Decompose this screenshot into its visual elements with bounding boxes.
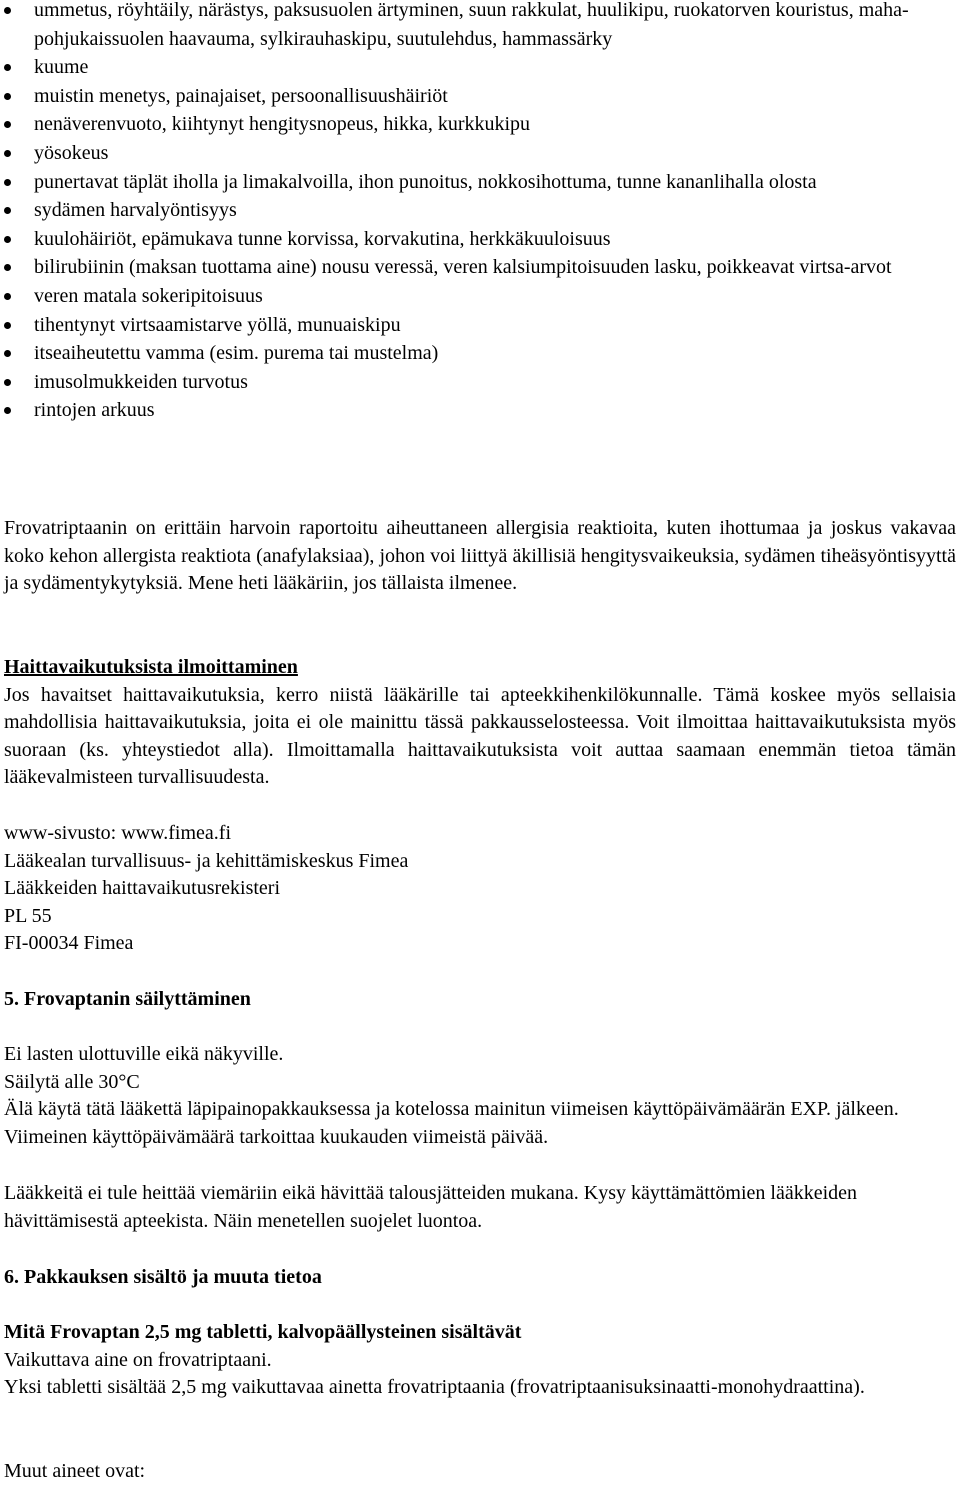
bullet-icon (4, 179, 11, 186)
allergy-paragraph: Frovatriptaanin on erittäin harvoin raportoitu aiheuttaneen allergisia reaktioita, kuten ihottumaa ja joskus vakavaa koko kehon allergista reaktiota (anafylaksiaa), johon voi liittyä äkillisiä hengitysvaikeuksia, sydämen tiheäsyöntisyyttä ja sydämentykytyksiä. Mene heti lääkäriin, jos tällaista ilmenee. (4, 517, 956, 594)
bullet-icon (4, 93, 11, 100)
postal-line: FI-00034 Fimea (4, 932, 134, 954)
bullet-icon (4, 293, 11, 300)
bullet-icon (4, 150, 11, 157)
section5-body (4, 1041, 956, 1151)
website-line[interactable]: www-sivusto: www.fimea.fi (4, 822, 232, 844)
list-item: nenäverenvuoto, kiihtynyt hengitysnopeus, hikka, kurkkukipu (4, 110, 956, 139)
bullet-icon (4, 7, 11, 14)
reporting-section (4, 654, 956, 792)
bullet-icon (4, 236, 11, 243)
list-item: tihentynyt virtsaamistarve yöllä, munuaiskipu (4, 311, 956, 340)
list-item: muistin menetys, painajaiset, persoonallisuushäiriöt (4, 82, 956, 111)
storage-line-2: Säilytä alle 30°C (4, 1070, 140, 1093)
registry-line: Lääkkeiden haittavaikutusrekisteri (4, 877, 281, 899)
list-item: itseaiheutettu vamma (esim. purema tai mustelma) (4, 339, 956, 368)
storage-line-3: Älä käytä tätä lääkettä läpipainopakkauksessa ja kotelossa mainitun viimeisen käyttöpäivämäärän EXP. jälkeen. Viimeinen käyttöpäivämäärä tarkoittaa kuukauden viimeistä päivää. (4, 1098, 899, 1148)
bullet-icon (4, 64, 11, 71)
bullet-icon (4, 322, 11, 329)
bullet-icon (4, 207, 11, 214)
side-effects-list (4, 0, 956, 425)
active-ingredient-line: Vaikuttava aine on frovatriptaani. (4, 1348, 272, 1371)
disposal-paragraph: Lääkkeitä ei tule heittää viemäriin eikä hävittää talousjätteiden mukana. Kysy käyttämättömien lääkkeiden hävittämisestä apteekista. Näin menetellen suojelet luontoa. (4, 1182, 858, 1232)
list-item: sydämen harvalyöntisyys (4, 196, 956, 225)
list-item: punertavat täplät iholla ja limakalvoilla, ihon punoitus, nokkosihottuma, tunne kananlihalla olosta (4, 168, 956, 197)
reporting-heading: Haittavaikutuksista ilmoittaminen (4, 656, 298, 678)
list-item: imusolmukkeiden turvotus (4, 368, 956, 397)
list-item: kuulohäiriöt, epämukava tunne korvissa, korvakutina, herkkäkuuloisuus (4, 225, 956, 254)
list-item: ummetus, röyhtäily, närästys, paksusuolen ärtyminen, suun rakkulat, huulikipu, ruokatorven kouristus, maha-pohjukaissuolen haavauma, sylkirauhaskipu, suutulehdus, hammassärky (4, 0, 956, 53)
list-item: kuume (4, 53, 956, 82)
org-line: Lääkealan turvallisuus- ja kehittämiskeskus Fimea (4, 849, 409, 872)
list-item: veren matala sokeripitoisuus (4, 282, 956, 311)
tablet-content-line: Yksi tabletti sisältää 2,5 mg vaikuttavaa ainetta frovatriptaania (frovatriptaanisuksinaatti-monohydraattina). (4, 1376, 865, 1398)
list-item: bilirubiinin (maksan tuottama aine) nousu veressä, veren kalsiumpitoisuuden lasku, poikkeavat virtsa-arvot (4, 253, 956, 282)
bullet-icon (4, 350, 11, 357)
bullet-icon (4, 407, 11, 414)
bullet-icon (4, 121, 11, 128)
storage-line-1: Ei lasten ulottuville eikä näkyville. (4, 1043, 284, 1065)
section5-heading: 5. Frovaptanin säilyttäminen (4, 988, 251, 1010)
section6-heading: 6. Pakkauksen sisältö ja muuta tietoa (4, 1266, 322, 1288)
section6-body (4, 1319, 956, 1402)
list-item: yösokeus (4, 139, 956, 168)
contents-subheading: Mitä Frovaptan 2,5 mg tabletti, kalvopäällysteinen sisältävät (4, 1321, 522, 1343)
contact-block (4, 820, 956, 958)
pobox-line: PL 55 (4, 904, 52, 927)
bullet-icon (4, 264, 11, 271)
other-ingredients-label: Muut aineet ovat: (4, 1460, 146, 1482)
bullet-icon (4, 379, 11, 386)
reporting-text: Jos havaitset haittavaikutuksia, kerro niistä lääkärille tai apteekkihenkilökunnalle. Tämä koskee myös sellaisia mahdollisia haittavaikutuksia, joita ei ole mainittu tässä pakkausselosteessa. Voit ilmoittaa haittavaikutuksista myös suoraan (ks. yhteystiedot alla). Ilmoittamalla haittavaikutuksista voit auttaa saamaan enemmän tietoa tämän lääkevalmisteen turvallisuudesta. (4, 683, 956, 788)
list-item: rintojen arkuus (4, 396, 956, 425)
